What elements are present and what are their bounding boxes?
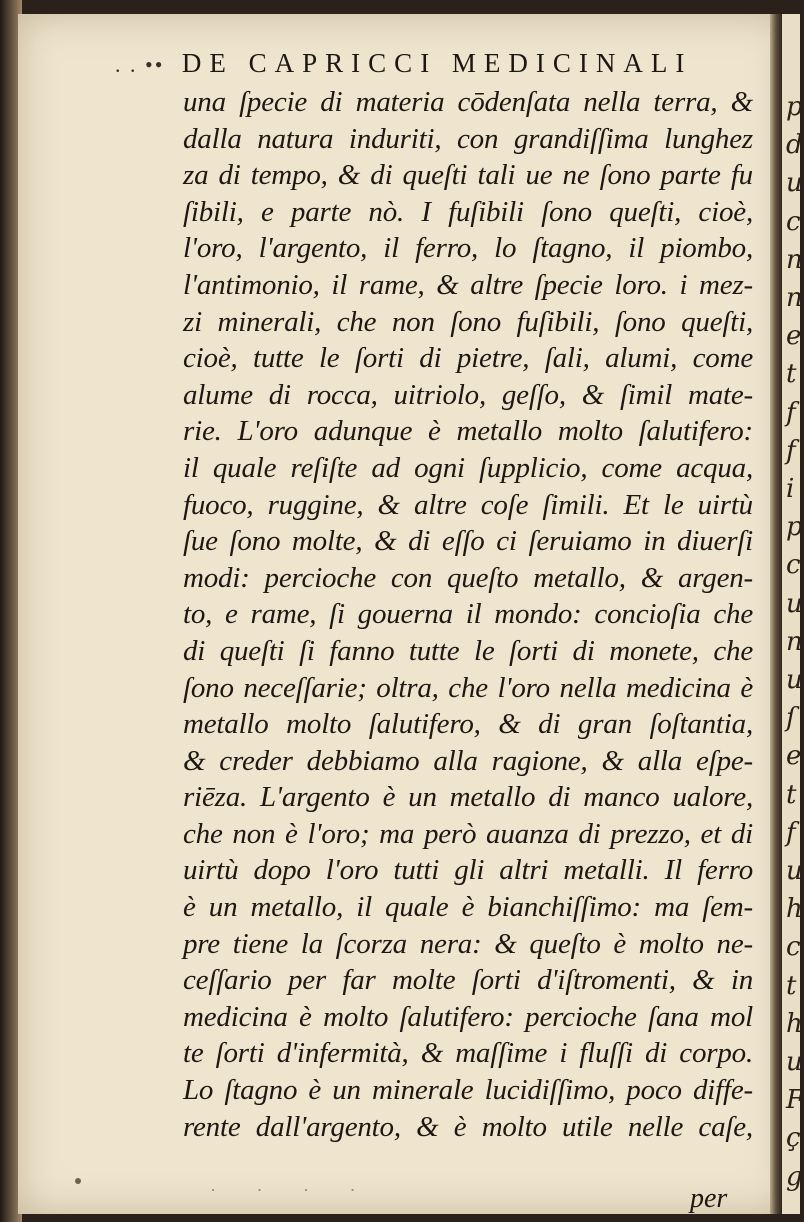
- text-line: una ſpecie di materia cōdenſata nella terra, &: [183, 86, 753, 118]
- text-line: l'antimonio, il rame, & altre ſpecie loro. i mez-: [183, 268, 753, 301]
- page-body-text: [183, 84, 753, 1145]
- bleed-through-marks: · · · ·: [210, 1180, 374, 1200]
- text-line: zi minerali, che non ſono fuſibili, ſono queſti,: [183, 305, 753, 338]
- text-line: che non è l'oro; ma però auanza di prezzo, et di: [183, 817, 753, 850]
- text-line: rie. L'oro adunque è metallo molto ſalutifero:: [183, 415, 753, 448]
- text-line: fuoco, ruggine, & altre coſe ſimili. Et le uirtù: [183, 488, 753, 521]
- text-line: & creder debbiamo alla ragione, & alla eſpe-: [183, 744, 753, 777]
- text-line: dalla natura induriti, con grandiſſima lunghez: [183, 122, 753, 155]
- facing-page-letter: c: [786, 206, 801, 237]
- book-gutter: [770, 14, 782, 1214]
- text-line: ceſſario per far molte ſorti d'iſtromenti, & in: [183, 964, 753, 997]
- facing-page-letter: c: [786, 550, 801, 581]
- facing-page-letter: u: [786, 1047, 803, 1077]
- facing-page-letter: F: [786, 1085, 804, 1116]
- facing-page-letter: g: [786, 1161, 803, 1192]
- facing-page-letter: t: [786, 970, 797, 1001]
- text-line: te ſorti d'infermità, & maſſime i fluſſi di corpo.: [183, 1037, 753, 1070]
- text-line: Lo ſtagno è un minerale lucidiſſimo, poco diffe-: [183, 1074, 753, 1107]
- text-line: l'oro, l'argento, il ferro, lo ſtagno, il piombo,: [183, 232, 753, 265]
- text-line: modi: percioche con queſto metallo, & argen-: [183, 561, 753, 594]
- facing-page-edge: [782, 14, 804, 1214]
- facing-page-letter: n: [786, 244, 803, 275]
- text-line: pre tiene la ſcorza nera: & queſto è molto ne-: [183, 927, 753, 960]
- text-line: rente dall'argento, & è molto utile nelle caſe,: [183, 1110, 753, 1143]
- facing-page-letter: e: [786, 321, 802, 352]
- facing-page-letter: d: [786, 130, 803, 161]
- text-line: za di tempo, & di queſti tali ue ne ſono parte fu: [183, 159, 753, 192]
- text-line: metallo molto ſalutifero, & di gran ſoſtantia,: [183, 708, 753, 741]
- facing-page-letter: ç: [786, 1123, 801, 1154]
- facing-page-letter: u: [786, 856, 803, 886]
- facing-page-letter: t: [786, 359, 797, 390]
- running-header: [115, 48, 755, 79]
- facing-page-letter: f: [786, 817, 796, 848]
- text-line: medicina è molto ſalutifero: percioche ſana mol: [183, 1000, 753, 1033]
- ink-spot: [75, 1178, 81, 1184]
- facing-page-letter: h: [786, 894, 803, 925]
- text-line: alume di rocca, uitriolo, geſſo, & ſimil mate-: [183, 378, 753, 411]
- facing-page-letter: n: [786, 626, 803, 657]
- facing-page-letter: f: [786, 397, 796, 428]
- facing-page-letter: i: [786, 474, 795, 504]
- text-line: di queſti ſi fanno tutte le ſorti di monete, che: [183, 634, 753, 667]
- text-line: ſono neceſſarie; oltra, che l'oro nella medicina è: [183, 671, 753, 704]
- text-line: uirtù dopo l'oro tutti gli altri metalli. Il ferro: [183, 854, 753, 887]
- text-line: to, e rame, ſi gouerna il mondo: concioſia che: [183, 598, 753, 631]
- header-flourish: . . ••: [115, 52, 172, 77]
- text-line: il quale reſiſte ad ogni ſupplicio, come acqua,: [183, 451, 753, 484]
- facing-page-letter: p: [786, 92, 803, 122]
- text-line: è un metallo, il quale è bianchiſſimo: ma ſem-: [183, 891, 753, 924]
- facing-page-letter: u: [786, 665, 803, 695]
- facing-page-letter: ſ: [786, 703, 796, 734]
- text-line: cioè, tutte le ſorti di pietre, ſali, alumi, come: [183, 342, 753, 375]
- facing-page-letter: f: [786, 435, 796, 466]
- text-line: riēza. L'argento è un metallo di manco ualore,: [183, 781, 753, 814]
- header-title: DE CAPRICCI MEDICINALI: [181, 48, 693, 78]
- facing-page-letter: t: [786, 779, 797, 810]
- text-line: ſibili, e parte nò. I fuſibili ſono queſti, cioè,: [183, 195, 753, 228]
- facing-page-letter: u: [786, 168, 803, 199]
- catchword: per: [690, 1183, 728, 1214]
- facing-page-letter: n: [786, 283, 803, 313]
- facing-page-letter: p: [786, 512, 803, 543]
- facing-page-letter: c: [786, 932, 801, 963]
- facing-page-letter: h: [786, 1008, 803, 1039]
- text-line: ſue ſono molte, & di eſſo ci ſeruiamo in diuerſi: [183, 525, 753, 558]
- facing-page-letter: u: [786, 588, 803, 619]
- facing-page-letter: e: [786, 741, 802, 772]
